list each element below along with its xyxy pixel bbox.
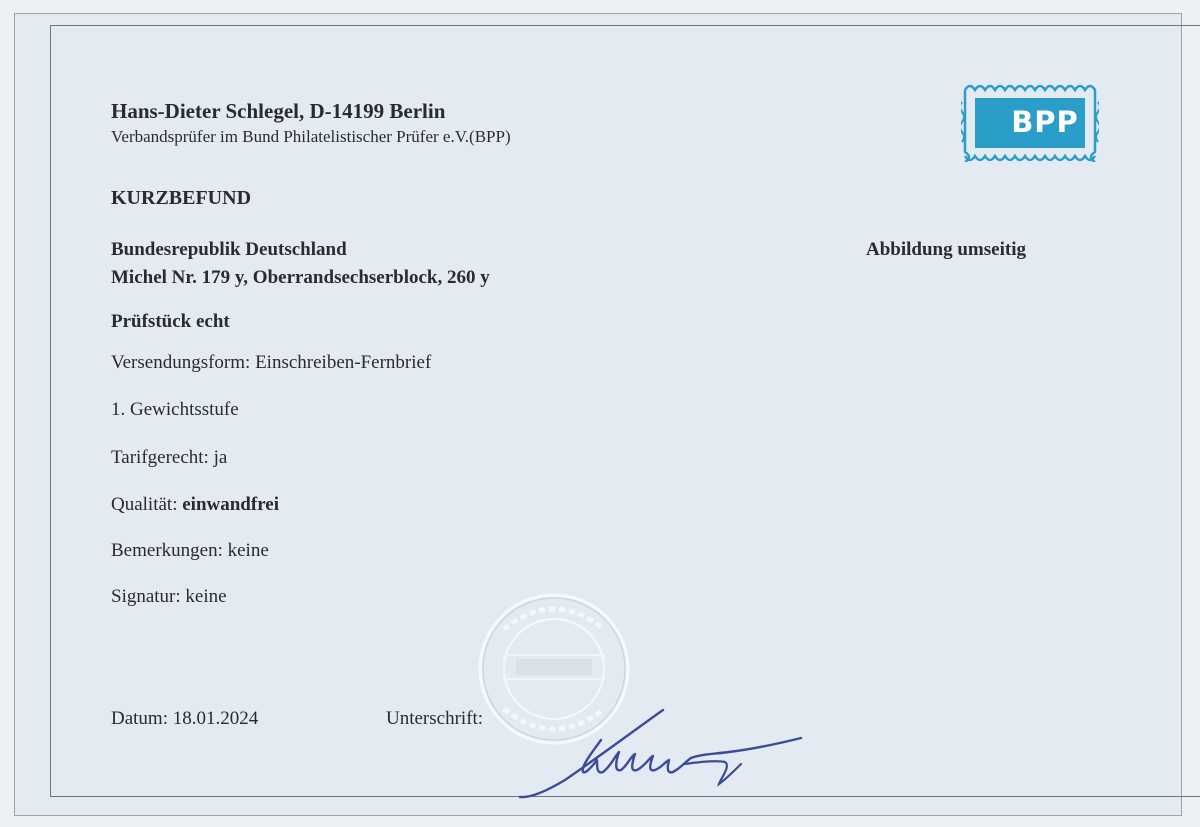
detail-label: Versendungsform: <box>111 352 251 373</box>
examiner-affiliation: Verbandsprüfer im Bund Philatelistischer Prüfer e.V.(BPP) <box>111 127 511 146</box>
detail-value: keine <box>185 586 227 607</box>
detail-line-weight <box>111 399 239 421</box>
subject-country: Bundesrepublik Deutschland <box>111 239 347 260</box>
detail-line-tariff <box>111 447 227 469</box>
detail-value: Einschreiben-Fernbrief <box>255 352 432 373</box>
document-heading: KURZBEFUND <box>111 187 252 209</box>
detail-label: Tarifgerecht: <box>111 447 209 468</box>
detail-line-remarks <box>111 540 269 562</box>
detail-line-signature <box>111 586 227 608</box>
bpp-logo-icon <box>961 80 1099 162</box>
illustration-note: Abbildung umseitig <box>866 239 1026 260</box>
detail-value: keine <box>227 540 269 561</box>
examination-result: Prüfstück echt <box>111 311 230 332</box>
handwritten-signature-icon <box>515 702 815 802</box>
date-label: Datum: <box>111 708 168 729</box>
detail-value: einwandfrei <box>182 494 279 515</box>
detail-label: Bemerkungen: <box>111 540 223 561</box>
signature-label: Unterschrift: <box>386 708 484 729</box>
detail-line-quality <box>111 494 279 516</box>
date-field <box>111 708 258 730</box>
detail-label: 1. Gewichtsstufe <box>111 399 239 420</box>
examiner-name: Hans-Dieter Schlegel, D-14199 Berlin <box>111 99 446 123</box>
date-value: 18.01.2024 <box>172 708 259 729</box>
detail-label: Qualität: <box>111 494 178 515</box>
subject-item: Michel Nr. 179 y, Oberrandsechserblock, 260 y <box>111 267 490 288</box>
detail-value: ja <box>213 447 228 468</box>
detail-line-shipping <box>111 352 431 374</box>
detail-label: Signatur: <box>111 586 181 607</box>
bpp-logo-text: BPP <box>1011 105 1079 139</box>
